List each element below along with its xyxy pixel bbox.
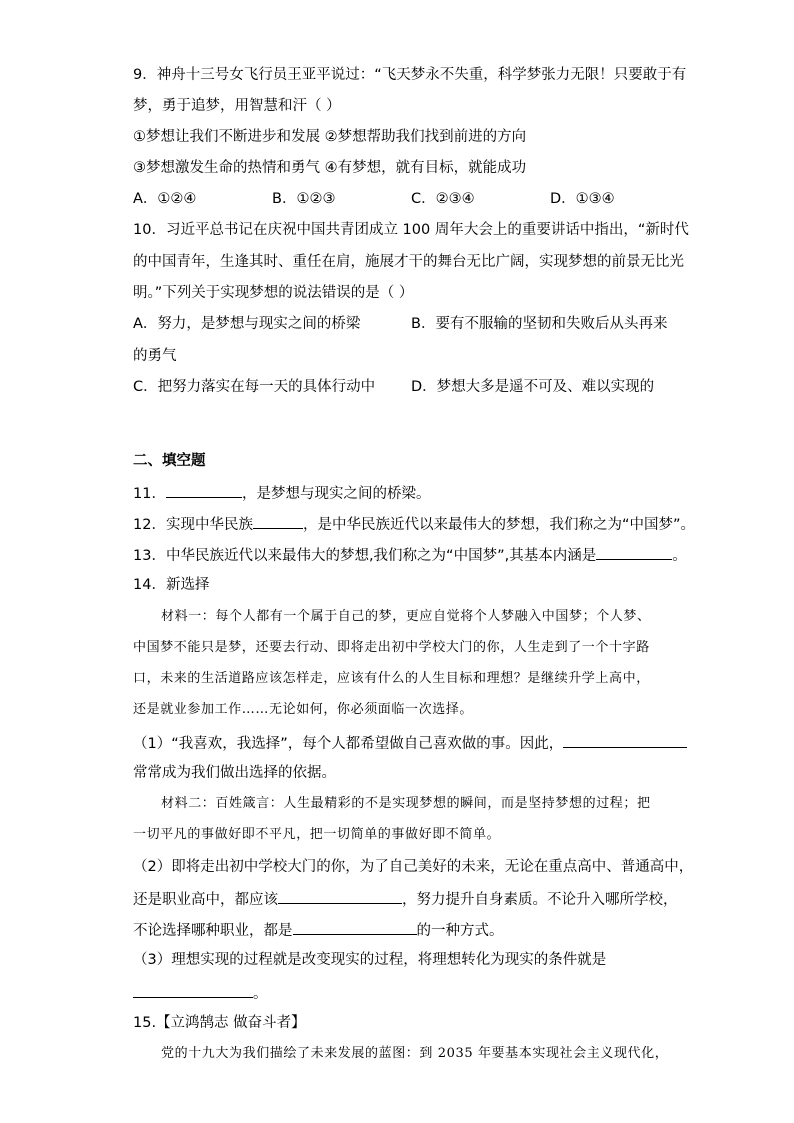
q14-part2-line2	[133, 888, 678, 910]
q14-material2-line2: 一切平凡的事做好即不平凡，把一切简单的事做好即不简单。	[133, 827, 501, 842]
q10-option-b-continued: 的勇气	[133, 348, 177, 364]
q9-stem-line1: 9．神舟十三号女飞行员王亚平说过：“飞天梦永不失重，科学梦张力无限！只要敢于有	[133, 67, 687, 83]
q11-blank[interactable]	[166, 482, 242, 498]
q14-material1-line4: 还是就业参加工作……无论如何，你必须面临一次选择。	[133, 702, 474, 717]
q14-material1-line1: 材料一：每个人都有一个属于自己的梦，更应自觉将个人梦融入中国梦；个人梦、	[161, 609, 651, 624]
q10-stem-line2: 的中国青年，生逢其时、重任在肩，施展才干的舞台无比广阔，实现梦想的前景无比光	[133, 254, 684, 270]
q10-stem-line3: 明。”下列关于实现梦想的说法错误的是（ ）	[133, 285, 414, 301]
q12-blank[interactable]	[253, 513, 303, 529]
q14-material2-line1: 材料二：百姓箴言：人生最精彩的不是实现梦想的瞬间，而是坚持梦想的过程；把	[161, 796, 651, 811]
q13-text-post: 。	[672, 548, 687, 564]
q12-text-post: ，是中华民族近代以来最伟大的梦想，我们称之为“中国梦”。	[302, 517, 695, 533]
q15-material-line1: 党的十九大为我们描绘了未来发展的蓝图：到 2035 年要基本实现社会主义现代化，	[161, 1046, 669, 1061]
q10-option-c: C．把努力落实在每一天的具体行动中	[133, 379, 376, 395]
q14-part3-blank[interactable]	[133, 982, 253, 998]
q10-option-a: A．努力，是梦想与现实之间的桥梁	[133, 316, 361, 332]
q9-stem-line2: 梦，勇于追梦，用智慧和汗（ ）	[133, 98, 341, 114]
section-title-fill-in: 二、填空题	[133, 453, 206, 469]
q14-part2-blank2[interactable]	[293, 919, 417, 935]
q14-material1-line2: 中国梦不能只是梦，还要去行动、即将走出初中学校大门的你，人生走到了一个十字路	[133, 640, 650, 655]
q10-stem-line1: 10．习近平总书记在庆祝中国共青团成立 100 周年大会上的重要讲话中指出，“新时代	[133, 222, 689, 238]
q9-choice-d: D．①③④	[550, 191, 615, 207]
q14-part3-line1: （3）理想实现的过程就是改变现实的过程，将理想转化为现实的条件就是	[133, 952, 607, 968]
q13-blank[interactable]	[596, 544, 672, 560]
q14-part2-line1: （2）即将走出初中学校大门的你，为了自己美好的未来，无论在重点高中、普通高中，	[133, 859, 694, 875]
q14-part1-blank[interactable]	[563, 732, 687, 748]
q9-choice-c: C．②③④	[411, 191, 475, 207]
q14-part1-text: （1）“我喜欢，我选择”，每个人都希望做自己喜欢做的事。因此，	[133, 736, 564, 752]
q13-text-pre: 13．中华民族近代以来最伟大的梦想,我们称之为“中国梦”,其基本内涵是	[133, 548, 597, 564]
q11-number: 11．	[133, 486, 166, 502]
q14-part1-line1	[133, 732, 687, 754]
q14-part2-text-c: 不论选择哪种职业，都是	[133, 923, 293, 939]
q14-title: 14．新选择	[133, 577, 210, 593]
q14-part3-line2	[133, 982, 268, 1004]
q15-title: 15.【立鸿鹄志 做奋斗者】	[133, 1015, 306, 1031]
q11-text: ，是梦想与现实之间的桥梁。	[241, 486, 431, 502]
q14-part3-end: 。	[253, 986, 268, 1002]
q9-choice-a: A．①②④	[133, 191, 197, 207]
q12	[133, 513, 695, 535]
q14-part2-blank1[interactable]	[278, 888, 402, 904]
q9-options-line1: ①梦想让我们不断进步和发展 ②梦想帮助我们找到前进的方向	[133, 129, 527, 145]
q14-part1-line2: 常常成为我们做出选择的依据。	[133, 765, 336, 781]
q14-part2-text-b: ，努力提升自身素质。不论升入哪所学校，	[402, 892, 678, 908]
q10-option-d: D．梦想大多是遥不可及、难以实现的	[411, 379, 655, 395]
q9-options-line2: ③梦想激发生命的热情和勇气 ④有梦想，就有目标，就能成功	[133, 160, 527, 176]
q10-option-b: B．要有不服输的坚韧和失败后从头再来	[411, 316, 668, 332]
q13	[133, 544, 687, 566]
q12-text-pre: 12．实现中华民族	[133, 517, 253, 533]
q14-part2-text-d: 的一种方式。	[416, 923, 504, 939]
q14-part2-text-a: 还是职业高中，都应该	[133, 892, 278, 908]
q14-part2-line3	[133, 919, 504, 941]
q9-choice-b: B．①②③	[272, 191, 336, 207]
q11	[133, 482, 430, 504]
q14-material1-line3: 口，未来的生活道路应该怎样走，应该有什么的人生目标和理想？是继续升学上高中，	[133, 671, 650, 686]
